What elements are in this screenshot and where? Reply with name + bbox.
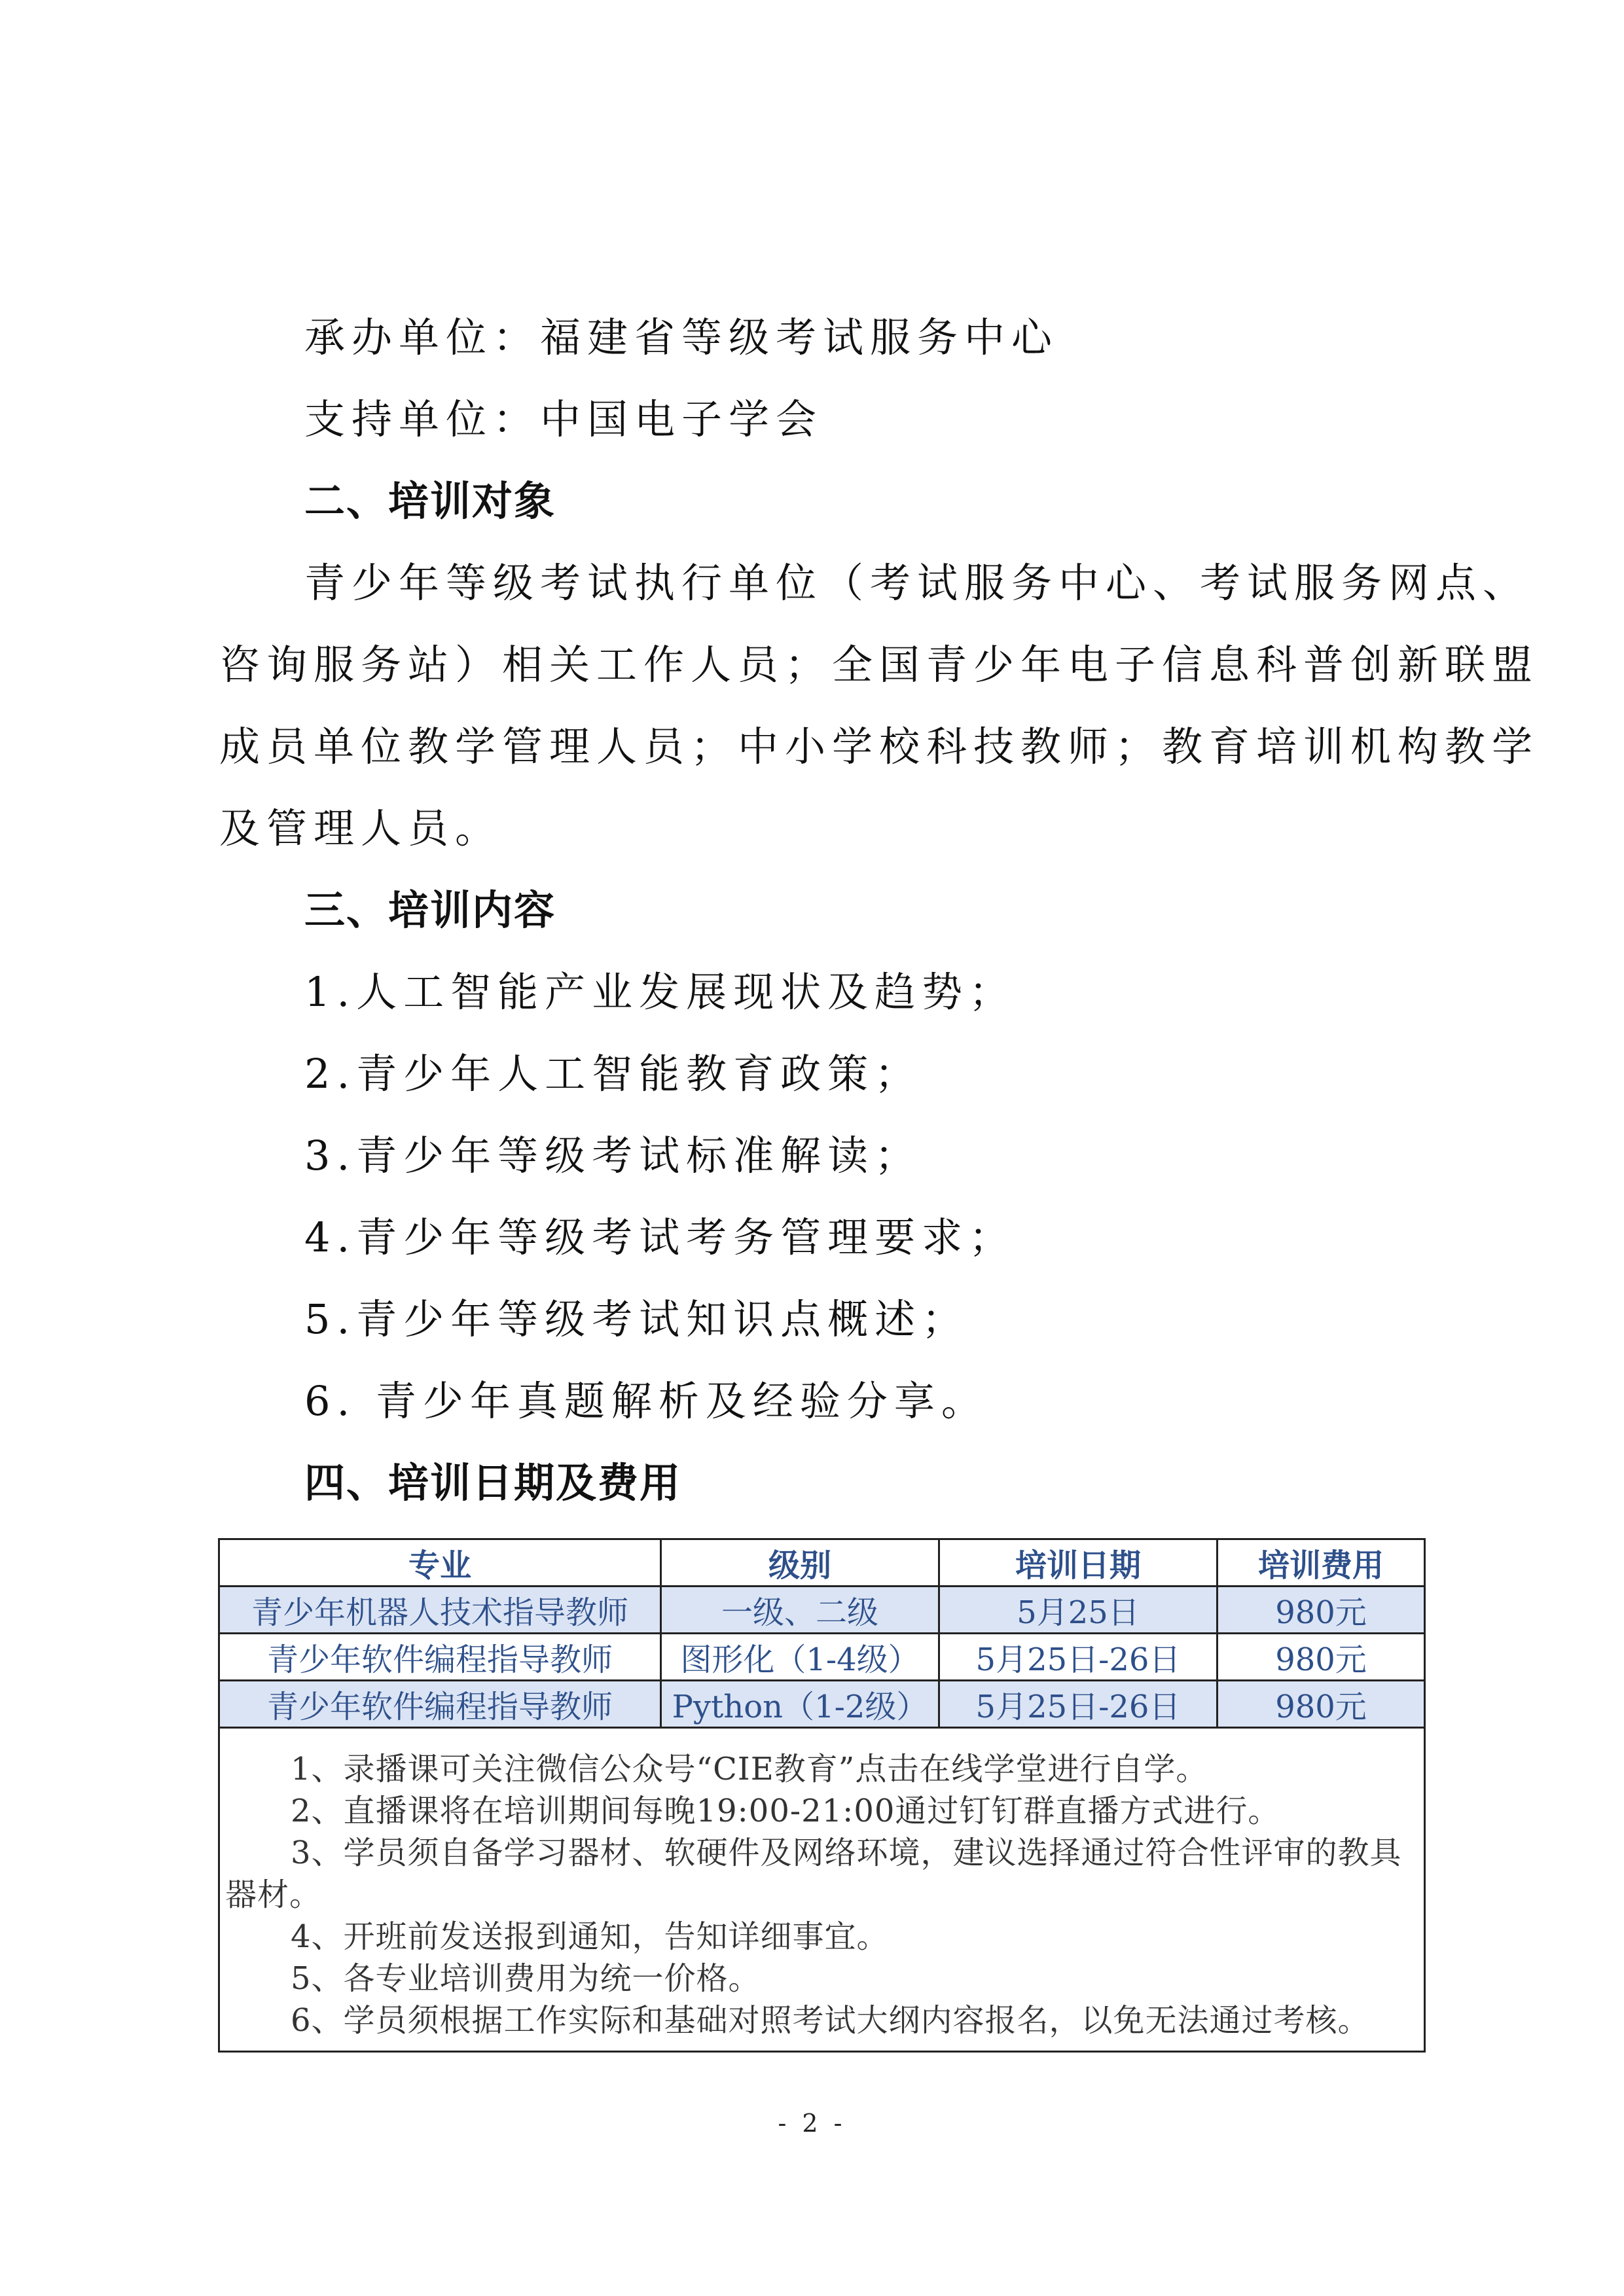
cell-major: 青少年机器人技术指导教师 <box>219 1587 661 1634</box>
note-line: 3、学员须自备学习器材、软硬件及网络环境，建议选择通过符合性评审的教具器材。 <box>225 1835 1402 1913</box>
cell-date: 5月25日-26日 <box>939 1681 1218 1728</box>
fee-table <box>218 1538 1426 2053</box>
notes-cell <box>219 1728 1425 2052</box>
header-cell-level: 级别 <box>661 1539 939 1587</box>
table-row <box>219 1681 1425 1728</box>
audience-paragraph-line: 青少年等级考试执行单位（考试服务中心、考试服务网点、 <box>304 559 1530 607</box>
notes-row <box>219 1728 1425 2052</box>
organizer-line: 承办单位：福建省等级考试服务中心 <box>304 314 1059 361</box>
cell-fee: 980元 <box>1218 1634 1425 1681</box>
audience-paragraph-line: 咨询服务站）相关工作人员；全国青少年电子信息科普创新联盟 <box>219 641 1540 689</box>
header-cell-fee: 培训费用 <box>1218 1539 1425 1587</box>
fee-table-header-row <box>219 1539 1425 1587</box>
cell-major: 青少年软件编程指导教师 <box>219 1681 661 1728</box>
table-row <box>219 1587 1425 1634</box>
note-line: 4、开班前发送报到通知，告知详细事宜。 <box>291 1918 889 1955</box>
cell-level: 一级、二级 <box>661 1587 939 1634</box>
content-list-item: 5.青少年等级考试知识点概述； <box>304 1295 969 1343</box>
section-heading-audience: 二、培训对象 <box>304 477 556 525</box>
audience-paragraph-line: 及管理人员。 <box>219 804 503 852</box>
cell-date: 5月25日 <box>939 1587 1218 1634</box>
content-list-item: 3.青少年等级考试标准解读； <box>304 1132 922 1179</box>
note-line: 2、直播课将在培训期间每晚19:00-21:00通过钉钉群直播方式进行。 <box>291 1793 1280 1829</box>
cell-date: 5月25日-26日 <box>939 1634 1218 1681</box>
section-heading-schedule: 四、培训日期及费用 <box>304 1459 682 1507</box>
cell-level: 图形化（1-4级） <box>661 1634 939 1681</box>
content-list-item: 6. 青少年真题解析及经验分享。 <box>304 1377 988 1425</box>
header-cell-date: 培训日期 <box>939 1539 1218 1587</box>
table-row <box>219 1634 1425 1681</box>
note-line: 6、学员须根据工作实际和基础对照考试大纲内容报名，以免无法通过考核。 <box>291 2002 1370 2039</box>
section-heading-content: 三、培训内容 <box>304 886 556 934</box>
note-line: 5、各专业培训费用为统一价格。 <box>291 1960 761 1997</box>
note-line: 1、录播课可关注微信公众号“CIE教育”点击在线学堂进行自学。 <box>291 1751 1208 1787</box>
header-cell-major: 专业 <box>219 1539 661 1587</box>
content-list-item: 1.人工智能产业发展现状及趋势； <box>304 968 1017 1016</box>
audience-paragraph-line: 成员单位教学管理人员；中小学校科技教师；教育培训机构教学 <box>219 723 1540 770</box>
cell-level: Python（1-2级） <box>661 1681 939 1728</box>
support-line: 支持单位：中国电子学会 <box>304 395 823 443</box>
cell-major: 青少年软件编程指导教师 <box>219 1634 661 1681</box>
cell-fee: 980元 <box>1218 1681 1425 1728</box>
content-list-item: 4.青少年等级考试考务管理要求； <box>304 1213 1017 1261</box>
cell-fee: 980元 <box>1218 1587 1425 1634</box>
content-list-item: 2.青少年人工智能教育政策； <box>304 1050 922 1098</box>
page-number: - 2 - <box>778 2109 846 2138</box>
